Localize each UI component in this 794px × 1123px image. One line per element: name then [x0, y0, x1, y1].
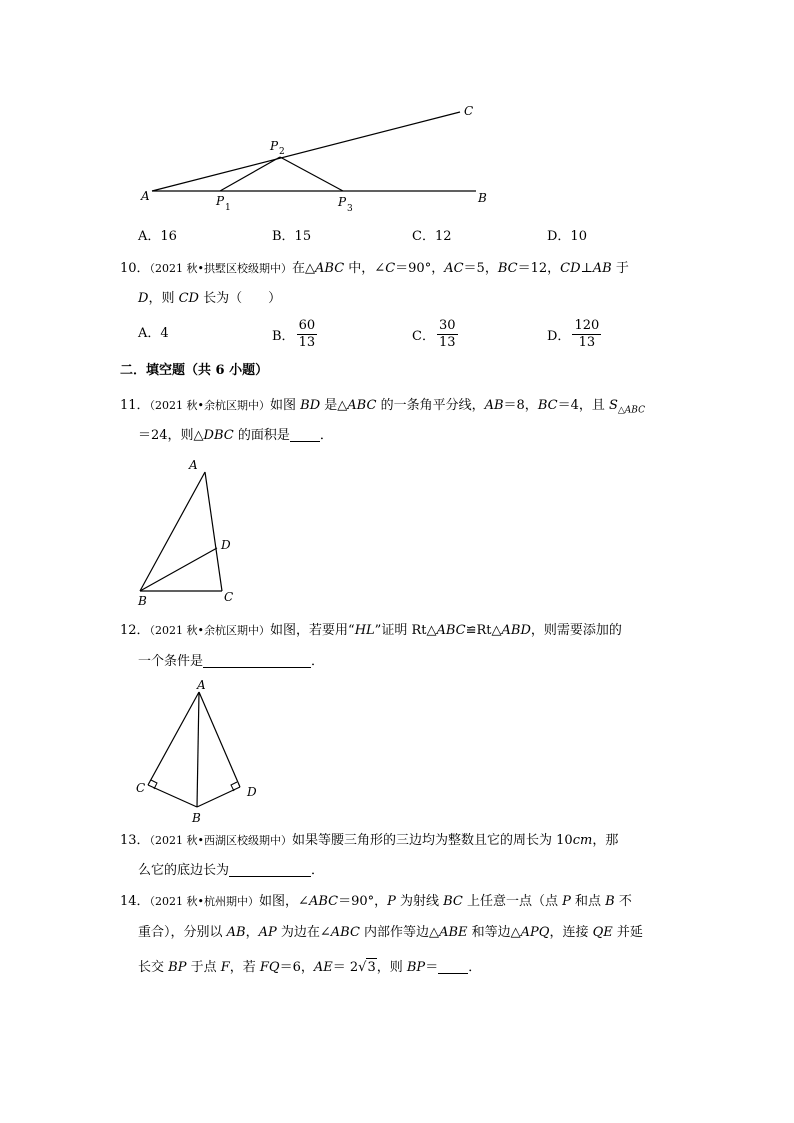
q12-var: HL — [354, 623, 375, 638]
q14-sqrt — [358, 958, 377, 977]
q13-unit: cm — [572, 833, 593, 848]
q11-subscript: △ABC — [617, 405, 645, 416]
q12-text: 一个条件是 — [138, 654, 204, 669]
q14-text: 长交 — [138, 960, 169, 975]
q10-var: BC — [497, 261, 518, 276]
q14-var: ABE — [439, 925, 468, 940]
q11-var: AB — [484, 398, 504, 413]
q12-text: ． — [311, 654, 325, 669]
q14-text: 和等边△ — [467, 925, 521, 940]
q10-number: 10． — [120, 261, 150, 276]
q14-var: AB — [226, 925, 246, 940]
sqrt-radicand: 3 — [367, 960, 376, 975]
q14-text: ，连接 — [549, 925, 593, 940]
q13-text: ． — [311, 863, 325, 878]
q14-text: 为射线 — [395, 894, 444, 909]
q14-var: ABC — [330, 925, 360, 940]
q13-number: 13． — [120, 833, 150, 848]
q13-source: （2021 秋•西湖区校级期中） — [149, 834, 293, 847]
q9-label-A: A — [141, 189, 150, 203]
q11-var: BC — [537, 398, 558, 413]
q14-var: AP — [258, 925, 277, 940]
q11-text: 的面积是 — [233, 428, 290, 443]
q14-text: 并延 — [612, 925, 643, 940]
q12-label-A: A — [197, 678, 206, 692]
q14-var: F — [220, 960, 230, 975]
q10-text: ，则 — [148, 291, 179, 306]
q10-text: 于 — [611, 261, 629, 276]
q10-var: D — [138, 291, 149, 306]
q9-option-c: C．12 — [412, 229, 452, 244]
q9-label-B: B — [478, 191, 487, 205]
q14-text: 如图，∠ — [259, 894, 309, 909]
q11-label-C: C — [224, 590, 234, 604]
q14-var: BP — [406, 960, 426, 975]
q12-var: ABC — [436, 623, 466, 638]
q10-option-label: C． — [412, 329, 435, 344]
q14-line3 — [138, 958, 481, 977]
q12-number: 12． — [120, 623, 150, 638]
q11-text: ＝24，则△ — [138, 428, 204, 443]
q11-label-B: B — [138, 594, 147, 608]
sqrt-symbol: √ — [358, 960, 367, 975]
q9-label-C: C — [464, 104, 474, 118]
q10-var: CD — [178, 291, 199, 306]
q11-label-D: D — [221, 538, 231, 552]
fraction-denominator: 13 — [298, 335, 316, 350]
q9-label-P1: P — [216, 194, 225, 208]
q14-var: BC — [443, 894, 463, 909]
q11-text: ＝4，且 — [557, 398, 609, 413]
q12-label-C: C — [136, 781, 146, 795]
q14-text: ，则 — [376, 960, 407, 975]
q14-line1 — [120, 893, 632, 911]
q10-option-label: D． — [547, 329, 571, 344]
section-title: 二．填空题（共 6 小题） — [120, 363, 269, 378]
q14-var: ABC — [308, 894, 339, 909]
q12-text: 如图，若要用“ — [270, 623, 355, 638]
q10-text: ⊥ — [580, 261, 593, 276]
q11-label-A: A — [189, 458, 198, 472]
q14-text: ＝90°， — [338, 894, 388, 909]
q10-text: 长为（ ） — [198, 291, 282, 306]
q12-text: ，则需要添加的 — [530, 623, 622, 638]
q10-var: AB — [592, 261, 612, 276]
q14-text: 为边在∠ — [276, 925, 331, 940]
q10-text: ＝12， — [517, 261, 561, 276]
q12-label-B: B — [192, 811, 201, 825]
q14-text: ＝ 2 — [332, 960, 359, 975]
q9-option-b: B．15 — [272, 229, 312, 244]
q11-text: 的一条角平分线， — [376, 398, 485, 413]
q14-text: 和点 — [570, 894, 606, 909]
q12-text: ≌Rt△ — [465, 623, 502, 638]
q14-var: FQ — [259, 960, 280, 975]
q10-var: C — [385, 261, 396, 276]
q14-text: ， — [245, 925, 259, 940]
q11-source: （2021 秋•余杭区期中） — [149, 399, 271, 412]
q14-text: ，若 — [229, 960, 260, 975]
q9-option-d: D．10 — [547, 229, 587, 244]
q11-text: ． — [319, 428, 333, 443]
q13-line2 — [138, 862, 324, 880]
q13-text: 么它的底边长为 — [138, 863, 230, 878]
q9-label-P1-sub: 1 — [225, 203, 231, 213]
q12-source: （2021 秋•余杭区期中） — [149, 624, 271, 637]
q11-var: ABC — [347, 398, 377, 413]
q10-text: 在△ — [292, 261, 316, 276]
q9-label-P3-sub: 3 — [347, 204, 353, 214]
q9-label-P3: P — [338, 195, 347, 209]
q14-text: ＝ — [425, 960, 439, 975]
q14-var: BP — [168, 960, 187, 975]
q11-text: ＝8， — [503, 398, 538, 413]
q10-var: ABC — [315, 261, 345, 276]
q10-option-a: A．4 — [138, 326, 169, 341]
q11-number: 11． — [120, 398, 150, 413]
q14-var: B — [605, 894, 615, 909]
fraction-denominator: 13 — [438, 335, 456, 350]
fraction-numerator: 30 — [438, 318, 456, 333]
q14-source: （2021 秋•杭州期中） — [149, 895, 260, 908]
q14-var: P — [562, 894, 571, 909]
q10-var: CD — [560, 261, 581, 276]
q14-text: ＝6， — [279, 960, 314, 975]
q13-text: 如果等腰三角形的三边均为整数且它的周长为 10 — [292, 833, 573, 848]
q13-line1 — [120, 832, 618, 850]
q14-number: 14． — [120, 894, 150, 909]
q10-var: AC — [444, 261, 464, 276]
q11-text: 是△ — [320, 398, 348, 413]
q14-var: APQ — [520, 925, 550, 940]
q14-text: 不 — [614, 894, 632, 909]
q14-text: 内部作等边△ — [359, 925, 440, 940]
q14-text: 重合），分别以 — [138, 925, 227, 940]
fraction-numerator: 120 — [574, 318, 600, 333]
q13-answer-blank[interactable] — [229, 862, 311, 877]
q12-text: ”证明 Rt△ — [374, 623, 437, 638]
q14-text: ． — [468, 960, 482, 975]
q14-text: 于点 — [186, 960, 221, 975]
q10-source: （2021 秋•拱墅区校级期中） — [149, 262, 293, 275]
q9-option-a: A．16 — [138, 229, 177, 244]
q11-var: DBC — [203, 428, 234, 443]
q12-label-D: D — [247, 785, 257, 799]
q14-var: AE — [313, 960, 333, 975]
q14-var: QE — [592, 925, 613, 940]
q10-option-label: B． — [272, 329, 295, 344]
fraction-denominator: 13 — [578, 335, 596, 350]
q11-var: S — [608, 398, 618, 413]
q14-var: P — [387, 894, 396, 909]
q10-text: ＝90°， — [395, 261, 445, 276]
fraction-numerator: 60 — [298, 318, 316, 333]
q12-var: ABD — [501, 623, 531, 638]
q14-answer-blank[interactable] — [438, 959, 468, 974]
q14-line2 — [138, 924, 643, 942]
q9-label-P2-sub: 2 — [279, 147, 285, 157]
q10-text: 中，∠ — [344, 261, 386, 276]
q11-var: BD — [300, 398, 321, 413]
q9-label-P2: P — [270, 139, 279, 153]
q13-text: ，那 — [592, 833, 619, 848]
q10-text: ＝5， — [463, 261, 498, 276]
q14-text: 上任意一点（点 — [462, 894, 563, 909]
q11-text: 如图 — [270, 398, 301, 413]
